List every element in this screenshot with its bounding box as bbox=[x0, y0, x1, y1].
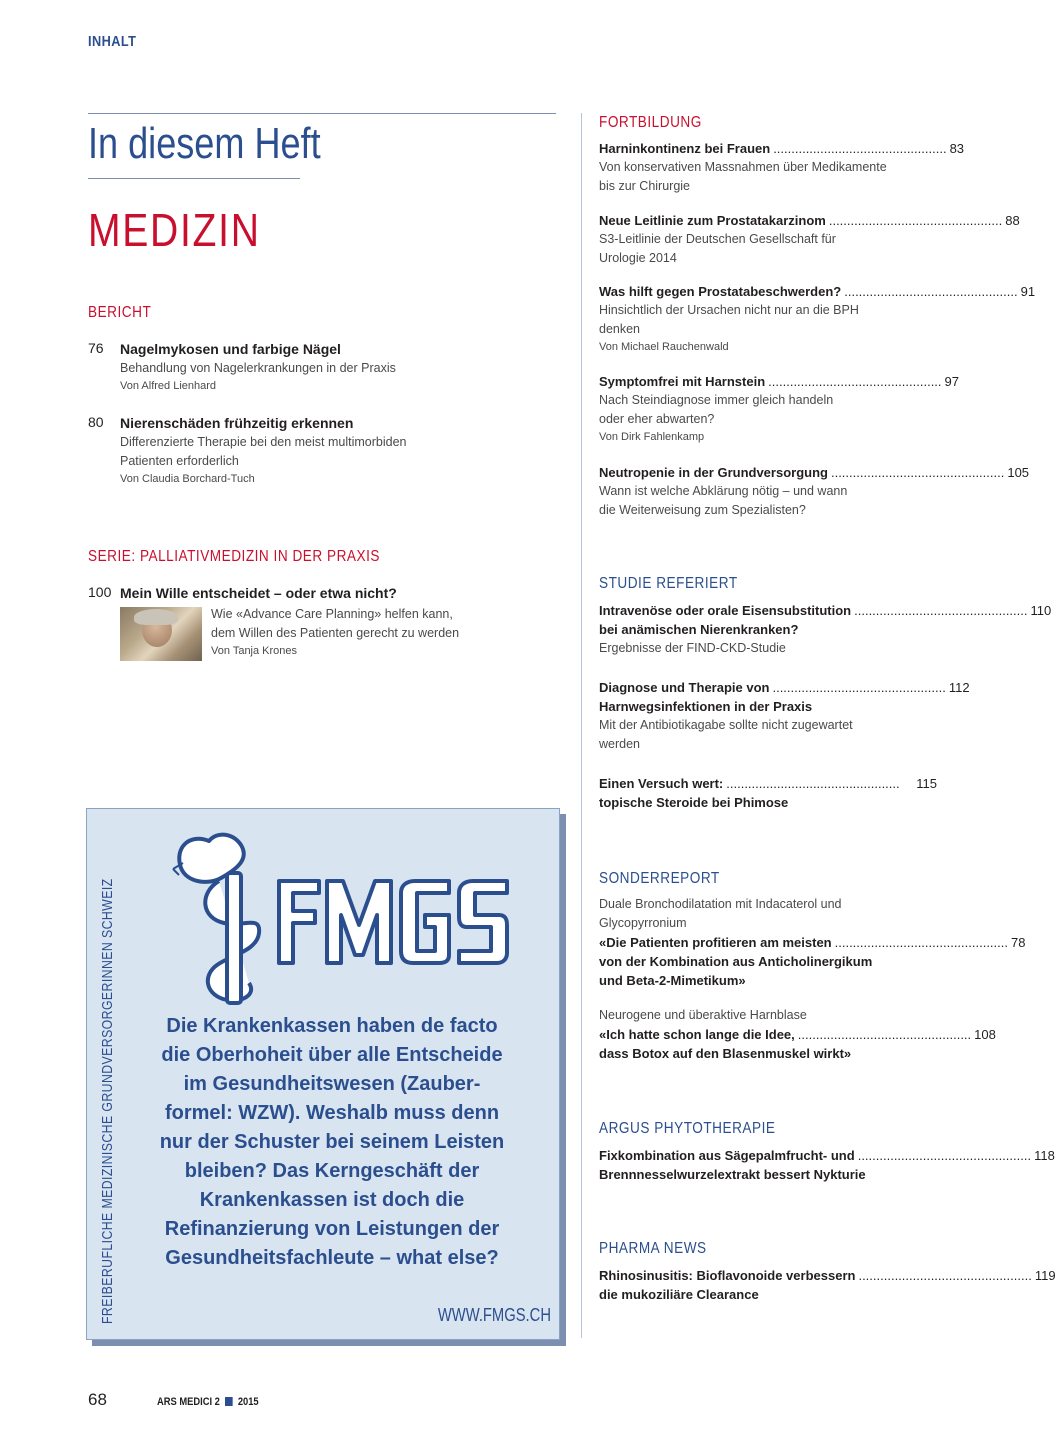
page-number: 119 bbox=[1034, 1268, 1056, 1283]
entry-title: die mukoziliäre Clearance bbox=[599, 1287, 759, 1302]
section-heading-pharma: PHARMA NEWS bbox=[599, 1240, 707, 1257]
footer-page-number: 68 bbox=[88, 1390, 107, 1409]
top-rule bbox=[88, 113, 556, 114]
fmgs-advertisement[interactable] bbox=[86, 808, 560, 1340]
page-number: 105 bbox=[1007, 465, 1030, 480]
section-heading-argus: ARGUS PHYTOTHERAPIE bbox=[599, 1120, 776, 1137]
entry-title: topische Steroide bei Phimose bbox=[599, 795, 789, 810]
entry-title: Brennnesselwurzelextrakt bessert Nykturie bbox=[599, 1167, 866, 1182]
entry-subtitle: S3-Leitlinie der Deutschen Gesellschaft für bbox=[599, 232, 836, 246]
entry-title: Rhinosinusitis: Bioflavonoide verbessern bbox=[599, 1268, 856, 1283]
entry-title: Symptomfrei mit Harnstein bbox=[599, 374, 766, 389]
entry-title: Fixkombination aus Sägepalmfrucht- und bbox=[599, 1148, 855, 1163]
page-number: 112 bbox=[948, 680, 970, 695]
ad-url[interactable]: WWW.FMGS.CH bbox=[437, 1305, 551, 1325]
ad-quote: Die Krankenkassen haben de facto die Oberhoheit über alle Entscheide im Gesundheitswesen (Zauber- formel: WZW). Weshalb muss denn nur der Schuster bei seinem Leisten bleiben? Das Kerngeschäft der Krankenkassen ist doch die Refinanzierung von Leistungen der Gesundheitsfachleute – what else? bbox=[159, 1015, 505, 1269]
entry-subtitle: bis zur Chirurgie bbox=[599, 179, 691, 193]
entry-title: und Beta-2-Mimetikum» bbox=[599, 973, 746, 988]
section-heading-sonderreport: SONDERREPORT bbox=[599, 870, 720, 887]
entry-author: Von Michael Rauchenwald bbox=[599, 341, 729, 353]
page-number: 118 bbox=[1034, 1148, 1055, 1163]
page-number: 88 bbox=[1005, 213, 1020, 228]
toc-entry[interactable]: Einen Versuch wert: ................................................ 115 topische Steroide bei Phimose bbox=[599, 776, 937, 810]
page-number: 78 bbox=[1011, 935, 1026, 950]
entry-title: von der Kombination aus Anticholinergikum bbox=[599, 954, 873, 969]
entry-title: «Die Patienten profitieren am meisten bbox=[599, 935, 832, 950]
page-number: 110 bbox=[1030, 603, 1052, 618]
page-number: 91 bbox=[1020, 284, 1036, 299]
entry-title: bei anämischen Nierenkranken? bbox=[599, 622, 799, 637]
entry-title: Nierenschäden frühzeitig erkennen bbox=[120, 415, 354, 431]
toc-entry[interactable]: Harninkontinenz bei Frauen ................................................ 83 Von konservativen Massnahmen über Medikamente bis zur Chirurgie bbox=[599, 139, 937, 196]
toc-entry[interactable] bbox=[88, 340, 558, 395]
entry-author: Von Alfred Lienhard bbox=[120, 380, 217, 392]
section-heading-serie: SERIE: PALLIATIVMEDIZIN IN DER PRAXIS bbox=[88, 548, 380, 565]
entry-subtitle: Duale Bronchodilatation mit Indacaterol und bbox=[599, 897, 842, 911]
toc-entry[interactable]: Fixkombination aus Sägepalmfrucht- und ................................................ 118 Brennnesselwurzelextrakt bessert Nykturie bbox=[599, 1148, 1055, 1182]
toc-entry[interactable]: Rhinosinusitis: Bioflavonoide verbessern ................................................ 119 die mukoziliäre Clearance bbox=[599, 1268, 1056, 1302]
toc-entry[interactable]: Neurogene und überaktive Harnblase «Ich hatte schon lange die Idee, ................................................ 108 dass Botox auf den Blasenmuskel wirkt» bbox=[599, 1008, 996, 1061]
entry-subtitle: Wann ist welche Abklärung nötig – und wann bbox=[599, 484, 848, 498]
footer-square-icon bbox=[225, 1397, 233, 1406]
section-heading-fortbildung: FORTBILDUNG bbox=[599, 114, 702, 131]
section-heading-bericht: BERICHT bbox=[88, 304, 152, 321]
category-title: MEDIZIN bbox=[88, 204, 261, 256]
toc-entry[interactable]: Neutropenie in der Grundversorgung ................................................ 105 Wann ist welche Abklärung nötig – und wann die Weiterweisung zum Spezialisten? bbox=[599, 463, 937, 520]
entry-title: Diagnose und Therapie von bbox=[599, 680, 770, 695]
entry-subtitle: Neurogene und überaktive Harnblase bbox=[599, 1008, 807, 1022]
toc-entry[interactable]: Intravenöse oder orale Eisensubstitution ................................................ 110 bei anämischen Nierenkranken? Ergebnisse der FIND-CKD-Studie bbox=[599, 601, 937, 658]
toc-entry[interactable] bbox=[88, 414, 558, 488]
toc-entry[interactable] bbox=[88, 584, 558, 657]
entry-subtitle: die Weiterweisung zum Spezialisten? bbox=[599, 503, 806, 517]
toc-entry[interactable]: Was hilft gegen Prostatabeschwerden? ................................................ 91 Hinsichtlich der Ursachen nicht nur an die BPH denken Von Michael Rauchenwald bbox=[599, 282, 937, 356]
entry-subtitle: Mit der Antibiotikagabe sollte nicht zugewartet bbox=[599, 718, 853, 732]
entry-subtitle: Differenzierte Therapie bei den meist multimorbiden bbox=[120, 435, 407, 449]
entry-subtitle: Hinsichtlich der Ursachen nicht nur an die BPH bbox=[599, 303, 859, 317]
page-number: 76 bbox=[88, 340, 104, 356]
entry-subtitle: oder eher abwarten? bbox=[599, 412, 715, 426]
entry-subtitle: Glycopyrronium bbox=[599, 916, 687, 930]
entry-title: Neutropenie in der Grundversorgung bbox=[599, 465, 828, 480]
entry-author: Von Claudia Borchard-Tuch bbox=[120, 473, 255, 485]
footer-journal: ARS MEDICI 2 2015 bbox=[157, 1396, 259, 1408]
page-number: 80 bbox=[88, 414, 104, 430]
entry-subtitle: Ergebnisse der FIND-CKD-Studie bbox=[599, 641, 786, 655]
entry-title: Harninkontinenz bei Frauen bbox=[599, 141, 771, 156]
entry-subtitle: dem Willen des Patienten gerecht zu werden bbox=[211, 626, 460, 640]
entry-author: Von Tanja Krones bbox=[211, 645, 298, 657]
entry-subtitle: Patienten erforderlich bbox=[120, 454, 239, 468]
ad-vertical-text: FREIBERUFLICHE MEDIZINISCHE GRUNDVERSORGERINNEN SCHWEIZ bbox=[99, 878, 116, 1324]
page-number: 83 bbox=[949, 141, 965, 156]
page-number: 115 bbox=[916, 776, 937, 791]
toc-entry[interactable]: Duale Bronchodilatation mit Indacaterol und Glycopyrronium «Die Patienten profitieren am meisten ................................................ 78 von der Kombination aus Anticholinergikum und Beta-2-Mimetikum» bbox=[599, 897, 1026, 988]
entry-title: «Ich hatte schon lange die Idee, bbox=[599, 1027, 795, 1042]
entry-title: Neue Leitlinie zum Prostatakarzinom bbox=[599, 213, 826, 228]
title-rule bbox=[88, 178, 300, 179]
patient-photo-thumbnail bbox=[120, 607, 202, 661]
entry-title: Mein Wille entscheidet – oder etwa nicht? bbox=[120, 585, 397, 601]
entry-subtitle: werden bbox=[599, 737, 640, 751]
entry-subtitle: Von konservativen Massnahmen über Medikamente bbox=[599, 160, 887, 174]
section-heading-studie: STUDIE REFERIERT bbox=[599, 575, 738, 592]
fmgs-snake-logo bbox=[169, 823, 514, 1008]
entry-subtitle: denken bbox=[599, 322, 641, 336]
entry-title: Intravenöse oder orale Eisensubstitution bbox=[599, 603, 852, 618]
toc-entry[interactable]: Diagnose und Therapie von ................................................ 112 Harnwegsinfektionen in der Praxis Mit der Antibiotikagabe sollte nicht zugewartet werden bbox=[599, 678, 937, 754]
entry-subtitle: Behandlung von Nagelerkrankungen in der Praxis bbox=[120, 361, 396, 375]
entry-subtitle: Wie «Advance Care Planning» helfen kann, bbox=[211, 607, 453, 621]
page-title: In diesem Heft bbox=[88, 119, 321, 168]
entry-subtitle: Urologie 2014 bbox=[599, 251, 677, 265]
column-divider bbox=[581, 113, 582, 1338]
page-number: 97 bbox=[944, 374, 959, 389]
entry-subtitle: Nach Steindiagnose immer gleich handeln bbox=[599, 393, 834, 407]
entry-author: Von Dirk Fahlenkamp bbox=[599, 431, 705, 443]
entry-title: Nagelmykosen und farbige Nägel bbox=[120, 341, 341, 357]
entry-title: Harnwegsinfektionen in der Praxis bbox=[599, 699, 813, 714]
entry-title: dass Botox auf den Blasenmuskel wirkt» bbox=[599, 1046, 852, 1061]
toc-entry[interactable]: Neue Leitlinie zum Prostatakarzinom ................................................ 88 S3-Leitlinie der Deutschen Gesellschaft für Urologie 2014 bbox=[599, 211, 937, 268]
entry-title: Einen Versuch wert: bbox=[599, 776, 724, 791]
page-number: 108 bbox=[974, 1027, 996, 1042]
toc-entry[interactable]: Symptomfrei mit Harnstein ................................................ 97 Nach Steindiagnose immer gleich handeln oder eher abwarten? Von Dirk Fahlenkamp bbox=[599, 372, 937, 446]
page-number: 100 bbox=[88, 584, 112, 600]
section-label: INHALT bbox=[88, 33, 137, 50]
entry-title: Was hilft gegen Prostatabeschwerden? bbox=[599, 284, 842, 299]
